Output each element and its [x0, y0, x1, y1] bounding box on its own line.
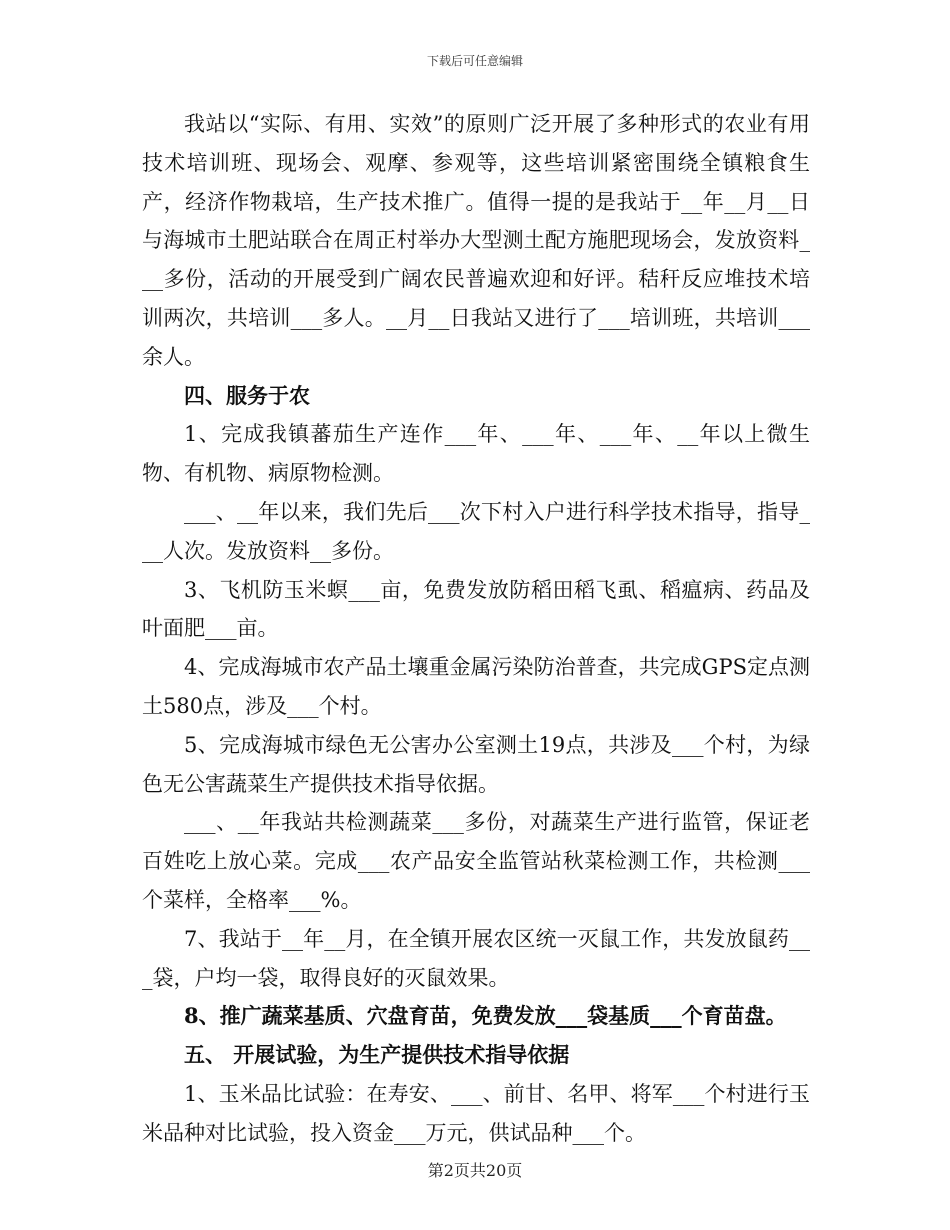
paragraph-experiment-1: 1、玉米品比试验：在寿安、___、前甘、名甲、将军___个村进行玉米品种对比试验，投入资金___万元，供试品种___个。	[142, 1081, 810, 1145]
paragraph-item-7: 7、我站于__年__月，在全镇开展农区统一灭鼠工作，共发放鼠药___袋，户均一袋，取得良好的灭鼠效果。	[142, 926, 810, 990]
paragraph-training: 我站以“实际、有用、实效”的原则广泛开展了多种形式的农业有用技术培训班、现场会、观摩、参观等，这些培训紧密围绕全镇粮食生产，经济作物栽培，生产技术推广。值得一提的是我站于__年__月__日与海城市土肥站联合在周正村举办大型测土配方施肥现场会，发放资料___多份，活动的开展受到广阔农民普遍欢迎和好评。秸秆反应堆技术培训两次，共培训___多人。__月__日我站又进行了___培训班，共培训___余人。	[142, 112, 810, 369]
paragraph-item-5: 5、完成海城市绿色无公害办公室测土19点，共涉及___个村，为绿色无公害蔬菜生产提供技术指导依据。	[142, 732, 810, 796]
paragraph-item-8: 8、推广蔬菜基质、穴盘育苗，免费发放___袋基质___个育苗盘。	[184, 1003, 787, 1029]
paragraph-item-1: 1、完成我镇蕃茄生产连作___年、___年、___年、__年以上微生物、有机物、病原物检测。	[142, 422, 810, 486]
paragraph-item-2: ___、__年以来，我们先后___次下村入户进行科学技术指导，指导___人次。发放资料__多份。	[142, 499, 810, 563]
section-heading-experiments: 五、 开展试验，为生产提供技术指导依据	[184, 1042, 570, 1068]
page-header: 下载后可任意编辑	[426, 54, 523, 68]
paragraph-item-3: 3、飞机防玉米螟___亩，免费发放防稻田稻飞虱、稻瘟病、药品及叶面肥___亩。	[142, 577, 810, 641]
paragraph-item-6: ___、__年我站共检测蔬菜___多份，对蔬菜生产进行监管，保证老百姓吃上放心菜。完成___农产品安全监管站秋菜检测工作，共检测___个菜样，全格率___%。	[142, 810, 810, 912]
paragraph-item-4: 4、完成海城市农产品土壤重金属污染防治普查，共完成GPS定点测土580点，涉及___个村。	[142, 655, 810, 718]
page-number: 第2页共20页	[427, 1161, 523, 1180]
section-heading-service: 四、服务于农	[184, 382, 310, 408]
document-body	[142, 105, 810, 1153]
